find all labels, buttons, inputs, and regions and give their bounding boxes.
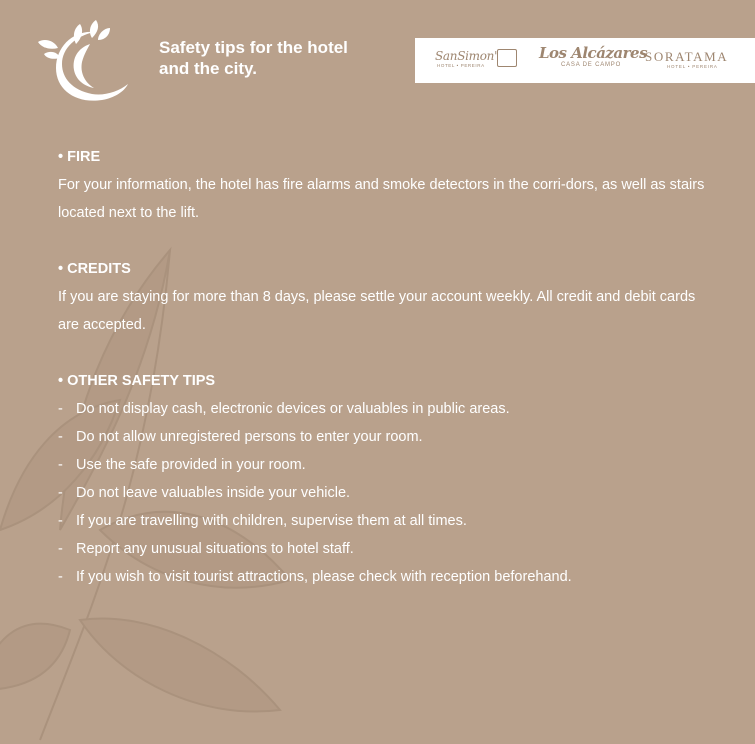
list-item-text: Do not leave valuables inside your vehicle. xyxy=(76,485,351,501)
page-title-line-2: and the city. xyxy=(159,59,257,78)
alcazares-logo-name: Los Alcázares xyxy=(539,44,648,62)
list-item xyxy=(58,395,718,423)
sansimon-logo-subtitle: HOTEL • PEREIRA xyxy=(437,63,485,68)
list-dash: - xyxy=(58,513,63,529)
list-item-text: If you wish to visit tourist attractions, please check with reception beforehand. xyxy=(76,569,572,585)
soratama-logo-subtitle: HOTEL • PEREIRA xyxy=(667,64,718,69)
page-title-line-1: Safety tips for the hotel xyxy=(159,38,348,57)
other-tips-heading: • OTHER SAFETY TIPS xyxy=(58,373,216,389)
safety-content xyxy=(58,143,718,619)
page-title xyxy=(159,37,399,79)
alcazares-logo-subtitle: CASA DE CAMPO xyxy=(561,62,622,68)
other-tips-section xyxy=(58,367,718,591)
list-item xyxy=(58,479,718,507)
list-item xyxy=(58,563,718,591)
soratama-logo-name: SORATAMA xyxy=(645,49,729,64)
credits-heading: • CREDITS xyxy=(58,261,131,277)
fire-section xyxy=(58,143,718,227)
list-dash: - xyxy=(58,569,63,585)
sansimon-logo xyxy=(435,47,523,73)
list-item-text: Do not allow unregistered persons to enter your room. xyxy=(76,429,423,445)
alcazares-logo xyxy=(539,44,648,76)
hotel-logos-strip xyxy=(415,38,755,83)
list-item-text: Do not display cash, electronic devices or valuables in public areas. xyxy=(76,401,510,417)
soratama-logo xyxy=(645,48,745,74)
list-dash: - xyxy=(58,401,63,417)
fire-heading: • FIRE xyxy=(58,149,101,165)
credits-section xyxy=(58,255,718,339)
list-item-text: If you are travelling with children, supervise them at all times. xyxy=(76,513,467,529)
list-item-text: Report any unusual situations to hotel staff. xyxy=(76,541,354,557)
credits-body: If you are staying for more than 8 days, please settle your account weekly. All credit and debit cards are accepted. xyxy=(58,289,696,333)
list-dash: - xyxy=(58,485,63,501)
brand-logo-icon xyxy=(34,18,134,106)
list-item xyxy=(58,451,718,479)
list-item-text: Use the safe provided in your room. xyxy=(76,457,306,473)
tips-list xyxy=(58,395,718,591)
list-dash: - xyxy=(58,541,63,557)
sansimon-logo-name: SanSimon' xyxy=(435,49,498,63)
list-item xyxy=(58,423,718,451)
list-item xyxy=(58,535,718,563)
sansimon-emblem-icon xyxy=(497,49,517,67)
list-dash: - xyxy=(58,429,63,445)
fire-body: For your information, the hotel has fire alarms and smoke detectors in the corri-dors, as well as stairs located next to the lift. xyxy=(58,177,705,221)
list-item xyxy=(58,507,718,535)
list-dash: - xyxy=(58,457,63,473)
